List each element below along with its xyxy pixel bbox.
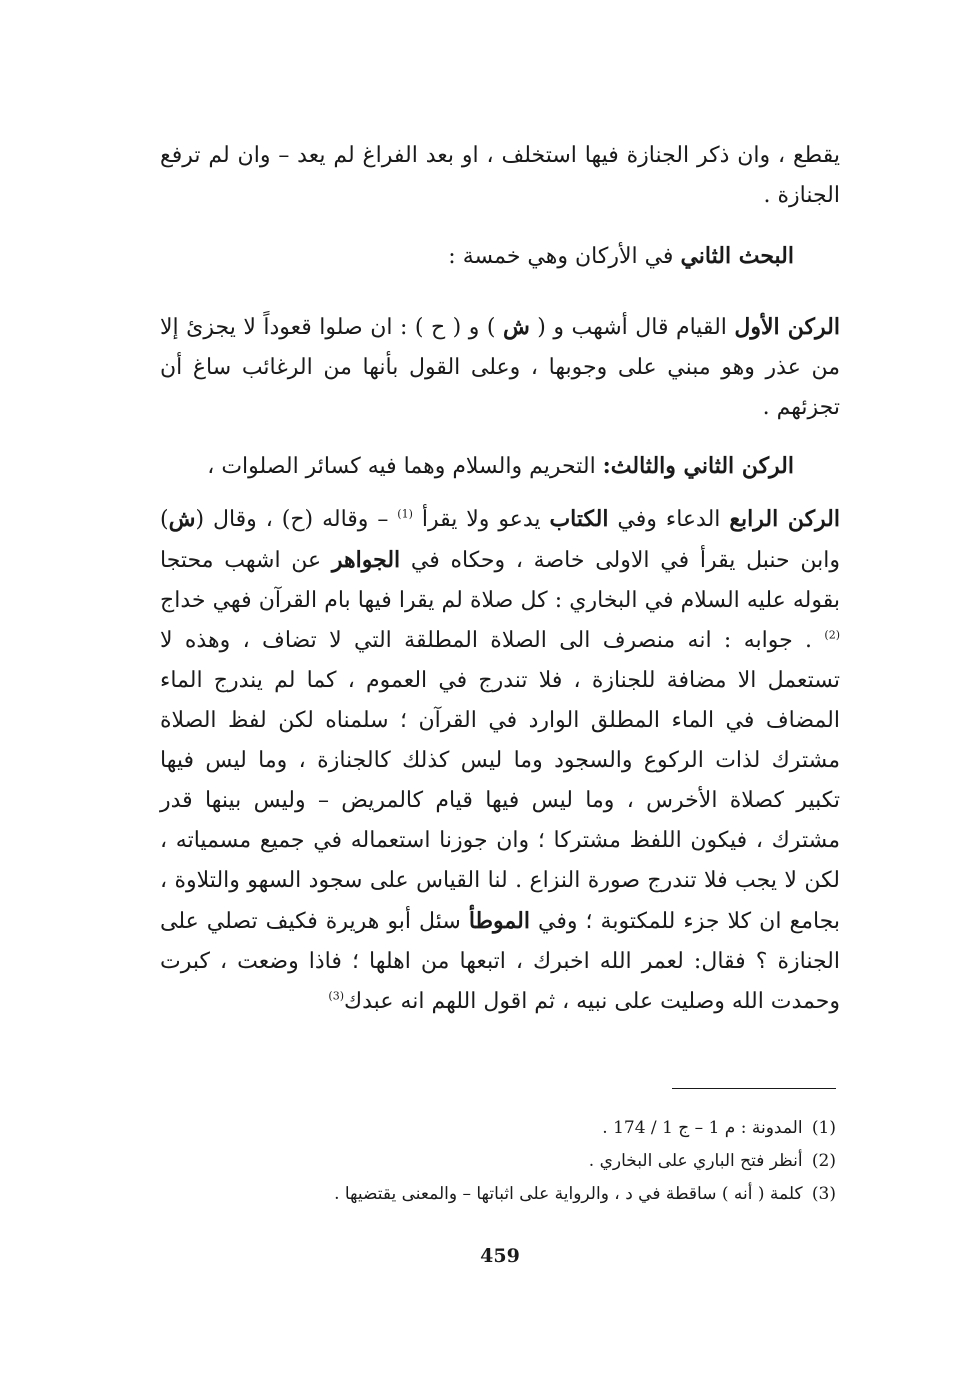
text-run: . جوابه : انه منصرف الى الصلاة المطلقة التي لا تضاف ، وهذه لا تستعمل الا مضافة للجنازة ، فلا تندرج في العموم ، كما لم يندرج الماء المضاف في الماء المطلق الوارد في القرآن ؛ سلمناه لكن لفظ الصلاة مشترك لذات الركوع والسجود وما ليس كذلك كالجنازة ، وما ليس فيها تكبير كصلاة الأخرس ، وما ليس فيها قيام كالمريض – وليس بينها قدر مشترك ، فيكون اللفظ مشتركا ؛ وان جوزنا استعماله في جميع مسمياته ، لكن لا يجب فلا تندرج صورة النزاع . لنا القياس على سجود السهو والتلاوة ، بجامع ان كلا جزء للمكتوبة ؛ وفي (160, 628, 841, 934)
footnote-text: المدونة : م 1 – ج 1 / 174 . (602, 1118, 803, 1138)
footnotes (240, 1112, 836, 1211)
footnote-item (240, 1112, 836, 1145)
paragraph-fourth-pillar (160, 499, 840, 1022)
footnote-ref: (1) (397, 507, 413, 521)
text-run: ) و ( ح ) : ان صلوا قعوداً لا يجزئ إلا من عذر وهو مبني على وجوبها ، وعلى القول بأنها من الرغائب ساغ أن تجزئهم . (160, 315, 840, 420)
section-heading (160, 236, 840, 277)
footnote-item (240, 1145, 836, 1178)
heading-text: في الأركان وهي خمسة : (448, 244, 681, 269)
text-run: عن اشهب محتجا بقوله عليه السلام في البخاري : كل صلاة لم يقرا فيها بام القرآن فهي خداج (160, 548, 840, 613)
footnote-text: كلمة ( أنه ) ساقطة في د ، والرواية على اثباتها – والمعنى يقتضيها . (334, 1184, 803, 1204)
text-run: القيام قال أشهب و ( (529, 315, 735, 340)
footnote-item (240, 1178, 836, 1211)
bold-term: الركن الأول (734, 314, 840, 340)
text-run: التحريم والسلام وهما فيه كسائر الصلوات ، (207, 454, 603, 479)
paragraph-first-pillar (160, 307, 840, 428)
text-run: – وقاله (ح) ، وقال ( (195, 507, 398, 532)
text-run: يدعو ولا يقرأ (412, 507, 550, 532)
footnote-ref: (3) (328, 989, 344, 1003)
heading-bold: البحث الثاني (680, 243, 794, 269)
footnote-number: (1) (811, 1118, 836, 1138)
bold-term: الجواهر (331, 547, 401, 573)
bold-term: ش (168, 506, 196, 532)
bold-term: الموطأ (468, 908, 530, 934)
paragraph-continuation: يقطع ، وان ذكر الجنازة فيها استخلف ، او بعد الفراغ لم يعد – وان لم ترفع الجنازة . (160, 143, 840, 208)
page-number: 459 (480, 1245, 520, 1267)
bold-term: الكتاب (549, 506, 609, 532)
footnote-ref: (2) (824, 628, 840, 642)
footnote-number: (2) (811, 1151, 836, 1171)
main-text (160, 136, 840, 1022)
text-run: سئل أبو هريرة فكيف تصلي على الجنازة ؟ فقال: لعمر الله اخبرك ، اتبعها من اهلها ؛ فاذا وضعت ، كبرت وحمدت الله وصليت على نبيه ، ثم اقول اللهم انه عبدك (160, 909, 840, 1014)
footnote-divider (672, 1088, 836, 1089)
bold-term: الركن الرابع (729, 506, 841, 532)
bold-term: الركن الثاني والثالث: (602, 453, 794, 479)
paragraph-second-third-pillar (160, 446, 840, 487)
footnote-text: أنظر فتح الباري على البخاري . (588, 1151, 803, 1171)
bold-term: ش (502, 314, 530, 340)
text-run: ) وابن حنبل يقرأ في الاولى خاصة ، وحكاه في (160, 507, 840, 573)
footnote-number: (3) (811, 1184, 836, 1204)
text-run: الدعاء وفي (608, 507, 730, 532)
